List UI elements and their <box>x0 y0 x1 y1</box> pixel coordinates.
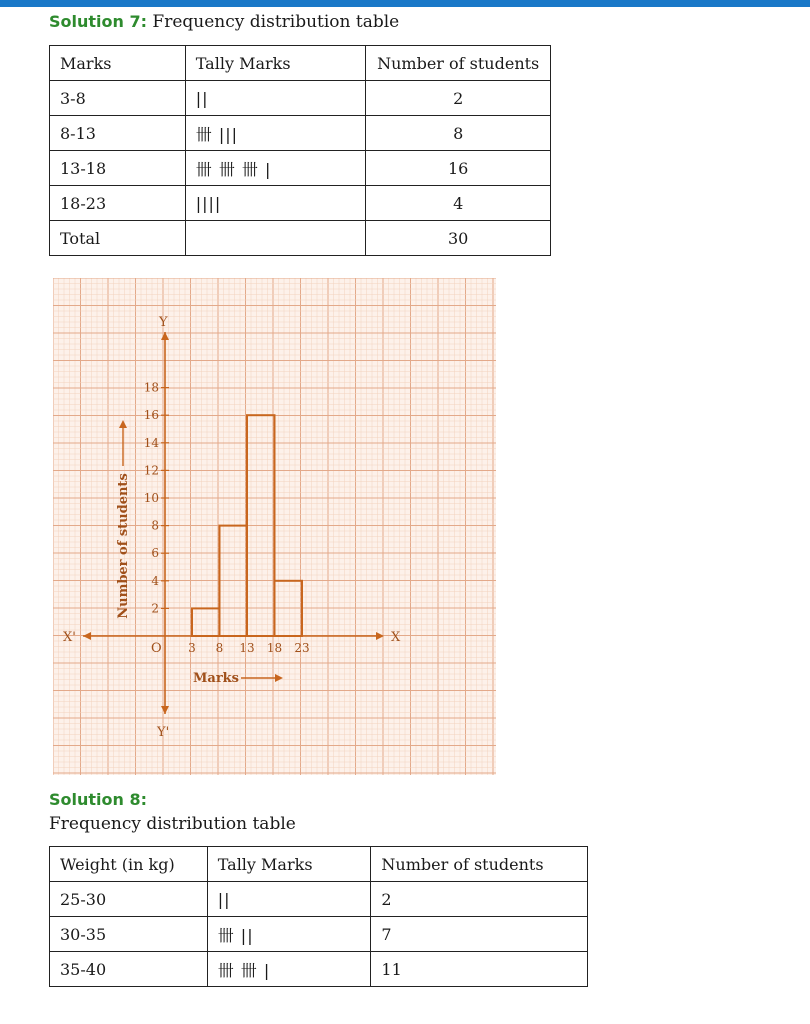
solution-8-subtitle: Frequency distribution table <box>49 814 296 834</box>
weight-frequency-table <box>49 846 588 987</box>
x-axis-name: X <box>391 630 401 645</box>
y-axis-name: Y <box>159 315 168 330</box>
header-students: Number of students <box>366 46 551 81</box>
cell-range: 8-13 <box>50 116 186 151</box>
cell-range: 3-8 <box>50 81 186 116</box>
table-row <box>50 882 588 917</box>
table-row <box>50 917 588 952</box>
x-tick-label: 3 <box>188 641 196 655</box>
table-row <box>50 81 551 116</box>
table-total-row <box>50 221 551 256</box>
top-accent-bar <box>0 0 810 7</box>
table-row <box>50 952 588 987</box>
y-tick-label: 4 <box>151 573 159 588</box>
cell-tally: || <box>207 882 371 917</box>
header-tally: Tally Marks <box>185 46 366 81</box>
y-neg-axis-name: Y' <box>157 725 170 740</box>
solution-7-label: Solution 7: <box>49 12 148 31</box>
cell-range: 13-18 <box>50 151 186 186</box>
header-weight: Weight (in kg) <box>50 847 208 882</box>
cell-count: 11 <box>371 952 588 987</box>
marks-frequency-table <box>49 45 551 256</box>
cell-count: 2 <box>371 882 588 917</box>
solution-8-label: Solution 8: <box>49 790 148 809</box>
x-tick-label: 8 <box>215 641 224 655</box>
x-neg-axis-name: X' <box>63 630 76 645</box>
cell-tally: 卌 卌 卌 | <box>185 151 366 186</box>
table-row <box>50 186 551 221</box>
origin-label: O <box>151 641 162 656</box>
cell-total-label: Total <box>50 221 186 256</box>
solution-8-heading <box>49 790 147 810</box>
cell-tally: 卌 卌 | <box>207 952 371 987</box>
cell-range: 18-23 <box>50 186 186 221</box>
y-tick-label: 16 <box>143 408 159 423</box>
y-tick-label: 2 <box>151 601 159 616</box>
table-header-row <box>50 847 588 882</box>
solution-7-title: Frequency distribution table <box>147 12 400 32</box>
y-tick-label: 10 <box>143 491 159 505</box>
table-row <box>50 151 551 186</box>
x-tick-label: 18 <box>266 641 283 655</box>
y-tick-label: 6 <box>151 546 159 561</box>
y-tick-label: 12 <box>143 463 159 478</box>
y-tick-label: 18 <box>143 380 159 395</box>
cell-tally: |||| <box>185 186 366 221</box>
y-tick-label: 8 <box>151 518 159 533</box>
x-tick-label: 23 <box>294 641 310 655</box>
cell-range: 30-35 <box>50 917 208 952</box>
cell-count: 2 <box>366 81 551 116</box>
header-students: Number of students <box>371 847 588 882</box>
table-header-row <box>50 46 551 81</box>
cell-count: 8 <box>366 116 551 151</box>
y-axis-title: Number of students <box>116 473 131 619</box>
header-marks: Marks <box>50 46 186 81</box>
cell-count: 7 <box>371 917 588 952</box>
cell-count: 16 <box>366 151 551 186</box>
x-tick-label: 13 <box>239 641 255 655</box>
cell-total-tally <box>185 221 366 256</box>
solution-7-heading <box>49 12 399 32</box>
cell-range: 35-40 <box>50 952 208 987</box>
histogram-figure <box>53 278 496 775</box>
x-axis-title: Marks <box>193 671 239 686</box>
cell-tally: 卌 || <box>207 917 371 952</box>
y-tick-label: 14 <box>143 435 159 450</box>
cell-total-count: 30 <box>366 221 551 256</box>
cell-count: 4 <box>366 186 551 221</box>
cell-tally: || <box>185 81 366 116</box>
histogram-svg <box>53 278 496 775</box>
cell-tally: 卌 ||| <box>185 116 366 151</box>
header-tally: Tally Marks <box>207 847 371 882</box>
table-row <box>50 116 551 151</box>
cell-range: 25-30 <box>50 882 208 917</box>
